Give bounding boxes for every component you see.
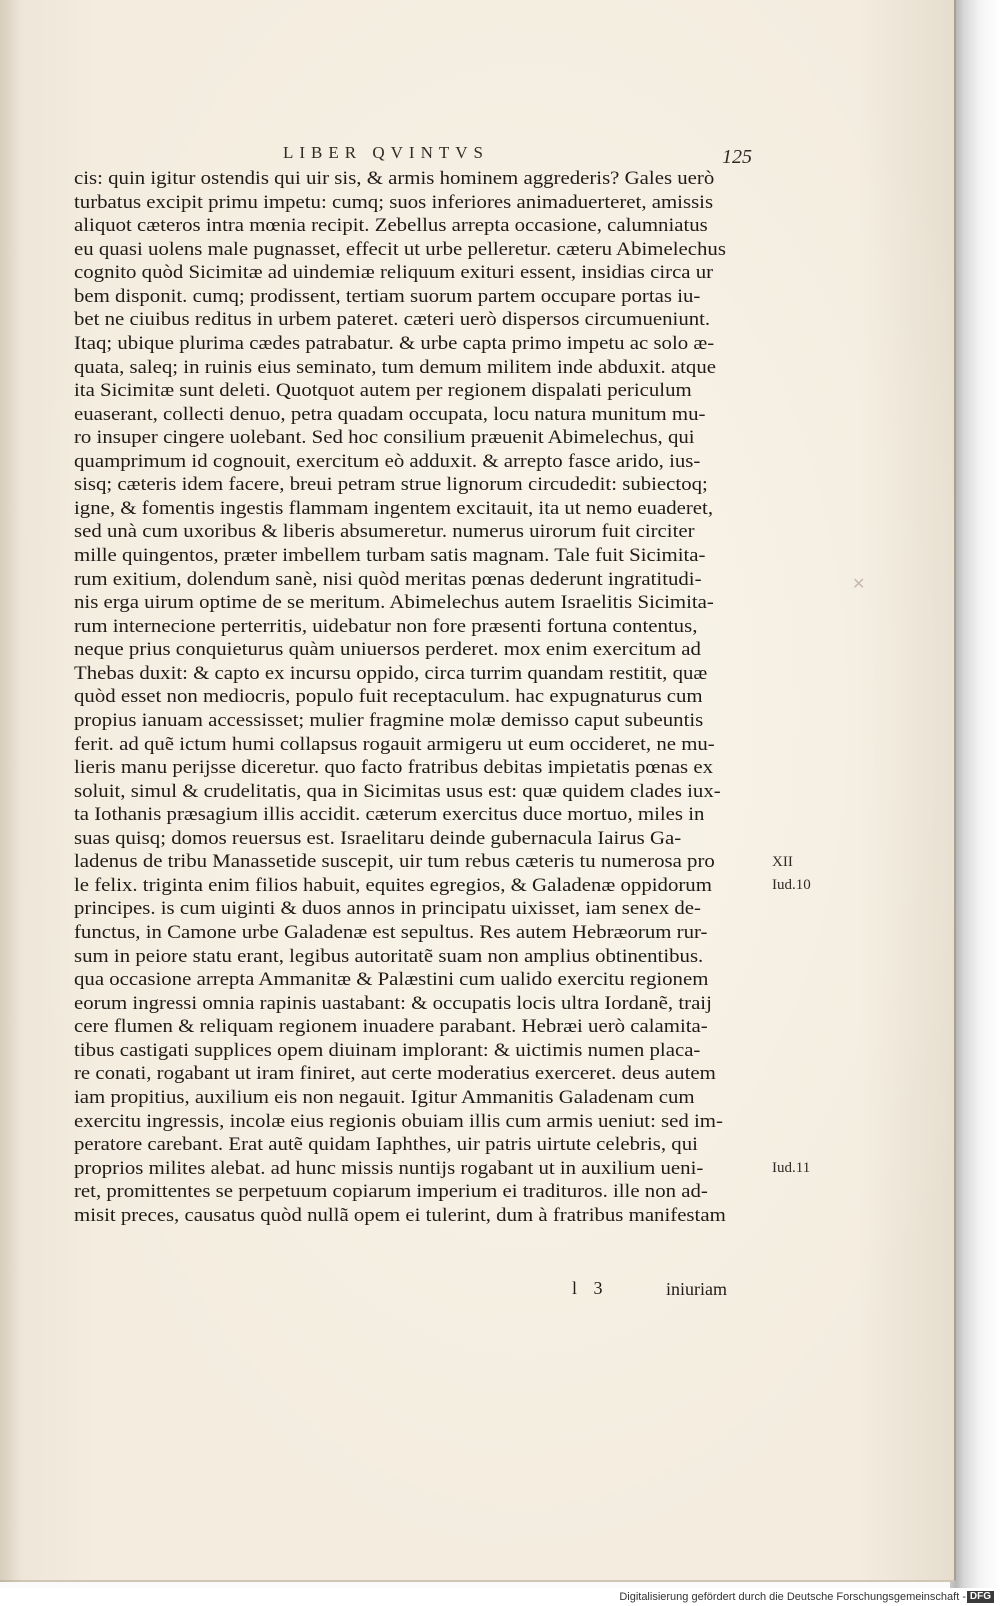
text-line: iam propitius, auxilium eis non negauit. Igitur Ammanitis Galadenam cum xyxy=(74,1086,695,1108)
text-line: ret, promittentes se perpetuum copiarum imperium ei tradituros. ille non ad- xyxy=(74,1181,708,1203)
text-line: neque prius conquieturus quàm uniuersos perderet. mox enim exercitum ad xyxy=(74,639,701,661)
text-line: mille quingentos, præter imbellem turbam satis magnam. Tale fuit Sicimita- xyxy=(74,545,706,566)
text-line: bem disponit. cumq; prodissent, tertiam suorum partem occupare portas iu- xyxy=(74,285,701,307)
text-line: quamprimum id cognouit, exercitum eò adduxit. & arrepto fasce arido, ius- xyxy=(74,450,701,472)
text-line: qua occasione arrepta Ammanitæ & Palæstini cum ualido exercitu regionem xyxy=(74,969,709,991)
text-line: cognito quòd Sicimitæ ad uindemiæ reliquum exituri essent, insidias circa ur xyxy=(74,262,714,284)
text-line: tibus castigati supplices opem diuinam implorant: & uictimis numen placa- xyxy=(74,1039,701,1061)
text-line: ita Sicimitæ sunt deleti. Quotquot autem per regionem dispalati periculum xyxy=(74,380,692,402)
page-edge xyxy=(950,0,1000,1588)
text-line: suas quisq; domos reuersus est. Israelitaru deinde gubernacula Iairus Ga- xyxy=(74,827,682,849)
text-line: rum internecione perterritis, uidebatur non fore præsenti fortuna contentus, xyxy=(74,615,698,637)
text-line: propius ianuam accessisset; mulier fragmine molæ demisso caput subeuntis xyxy=(74,709,704,731)
text-line: eorum ingressi omnia rapinis uastabant: & occupatis locis ultra Iordanẽ, traij xyxy=(74,992,712,1014)
text-line: re conati, rogabant ut iram finiret, aut certe moderatius exerceret. deus autem xyxy=(74,1063,716,1085)
text-line: cere flumen & reliquam regionem inuadere parabant. Hebræi uerò calamita- xyxy=(74,1016,708,1038)
text-line: peratore carebant. Erat autẽ quidam Iaphthes, uir patris uirtute celebris, qui xyxy=(74,1134,698,1156)
text-line: lieris manu perijsse diceretur. quo facto fratribus debitas impietatis pœnas ex xyxy=(74,757,714,779)
text-line: sed unà cum uxoribus & liberis absumeretur. numerus uirorum fuit circiter xyxy=(74,521,695,543)
marginal-note: Iud.10 xyxy=(772,877,811,894)
text-line: quòd esset non mediocris, populo fuit receptaculum. hac expugnaturus cum xyxy=(74,686,703,708)
text-line: functus, in Camone urbe Galadenæ est sepultus. Res autem Hebræorum rur- xyxy=(74,922,708,943)
text-line: aliquot cæteros intra mœnia recipit. Zebellus arrepta occasione, calumniatus xyxy=(74,215,708,237)
footer-credit: Digitalisierung gefördert durch die Deutsche Forschungsgemeinschaft - xyxy=(619,1591,966,1603)
text-line: eu quasi uolens male pugnasset, effecit ut urbe pelleretur. cæteru Abimelechus xyxy=(74,238,726,260)
text-line: nis erga uirum optime de se meritum. Abimelechus autem Israelitis Sicimita- xyxy=(74,592,714,614)
text-line: igne, & fomentis ingestis flammam ingentem excitauit, ita ut nemo euaderet, xyxy=(74,497,714,519)
running-head: LIBER QVINTVS xyxy=(283,143,489,162)
text-line: le felix. triginta enim filios habuit, equites egregios, & Galadenæ oppidorum xyxy=(74,874,712,896)
text-line: cis: quin igitur ostendis qui uir sis, & armis hominem aggrederis? Gales uerò xyxy=(74,168,715,189)
body-text xyxy=(74,167,754,1227)
signature-mark: l 3 xyxy=(572,1278,609,1298)
text-line: sum in peiore statu erant, legibus autoritatẽ suam non amplius obtinentibus. xyxy=(74,945,704,967)
text-line: soluit, simul & crudelitatis, qua in Sicimitas usus est: quæ quidem clades iux- xyxy=(74,780,721,802)
text-line: turbatus excipit primu impetu: cumq; suos inferiores animaduerteret, amissis xyxy=(74,191,714,213)
gutter-shadow xyxy=(0,0,22,1582)
text-line: proprios milites alebat. ad hunc missis nuntijs rogabant ut in auxilium ueni- xyxy=(74,1157,704,1179)
text-line: Thebas duxit: & capto ex incursu oppido, circa turrim quandam restitit, quæ xyxy=(74,662,708,684)
text-line: ladenus de tribu Manassetide suscepit, uir tum rebus cæteris tu numerosa pro xyxy=(74,851,715,873)
text-line: euaserant, collecti denuo, petra quadam occupata, locu natura munitum mu- xyxy=(74,403,706,425)
text-line: ro insuper cingere uolebant. Sed hoc consilium præuenit Abimelechus, qui xyxy=(74,427,695,449)
text-line: rum exitium, dolendum sanè, nisi quòd meritas pœnas dederunt ingratitudi- xyxy=(74,568,702,590)
stray-mark: ✕ xyxy=(852,576,866,593)
marginal-note: XII xyxy=(772,853,793,870)
marginal-note: Iud.11 xyxy=(772,1159,811,1176)
text-line: exercitu ingressis, incolæ eius regionis obuiam illis cum armis ueniut: sed im- xyxy=(74,1110,723,1132)
text-line: misit preces, causatus quòd nullã opem ei tulerint, dum à fratribus manifestam xyxy=(74,1204,726,1226)
dfg-logo: DFG xyxy=(967,1591,994,1603)
text-line: principes. is cum uiginti & duos annos in principatu uixisset, iam senex de- xyxy=(74,898,701,920)
text-line: quata, saleq; in ruinis eius seminato, tum demum militem inde abduxit. atque xyxy=(74,356,716,378)
catchword: iniuriam xyxy=(666,1279,727,1299)
text-line: sisq; cæteris idem facere, breui petram strue lignorum circudedit: subiectoq; xyxy=(74,474,708,496)
text-line: bet ne ciuibus reditus in urbem pateret. cæteri uerò dispersos circumueniunt. xyxy=(74,309,711,331)
text-line: ta Iothanis præsagium illis accidit. cæterum exercitus duce mortuo, miles in xyxy=(74,804,705,826)
text-line: ferit. ad quẽ ictum humi collapsus rogauit armigeru ut eum occideret, ne mu- xyxy=(74,733,715,755)
page-number: 125 xyxy=(722,146,752,168)
text-line: Itaq; ubique plurima cædes patrabatur. & urbe capta primo impetu ac solo æ- xyxy=(74,332,715,354)
